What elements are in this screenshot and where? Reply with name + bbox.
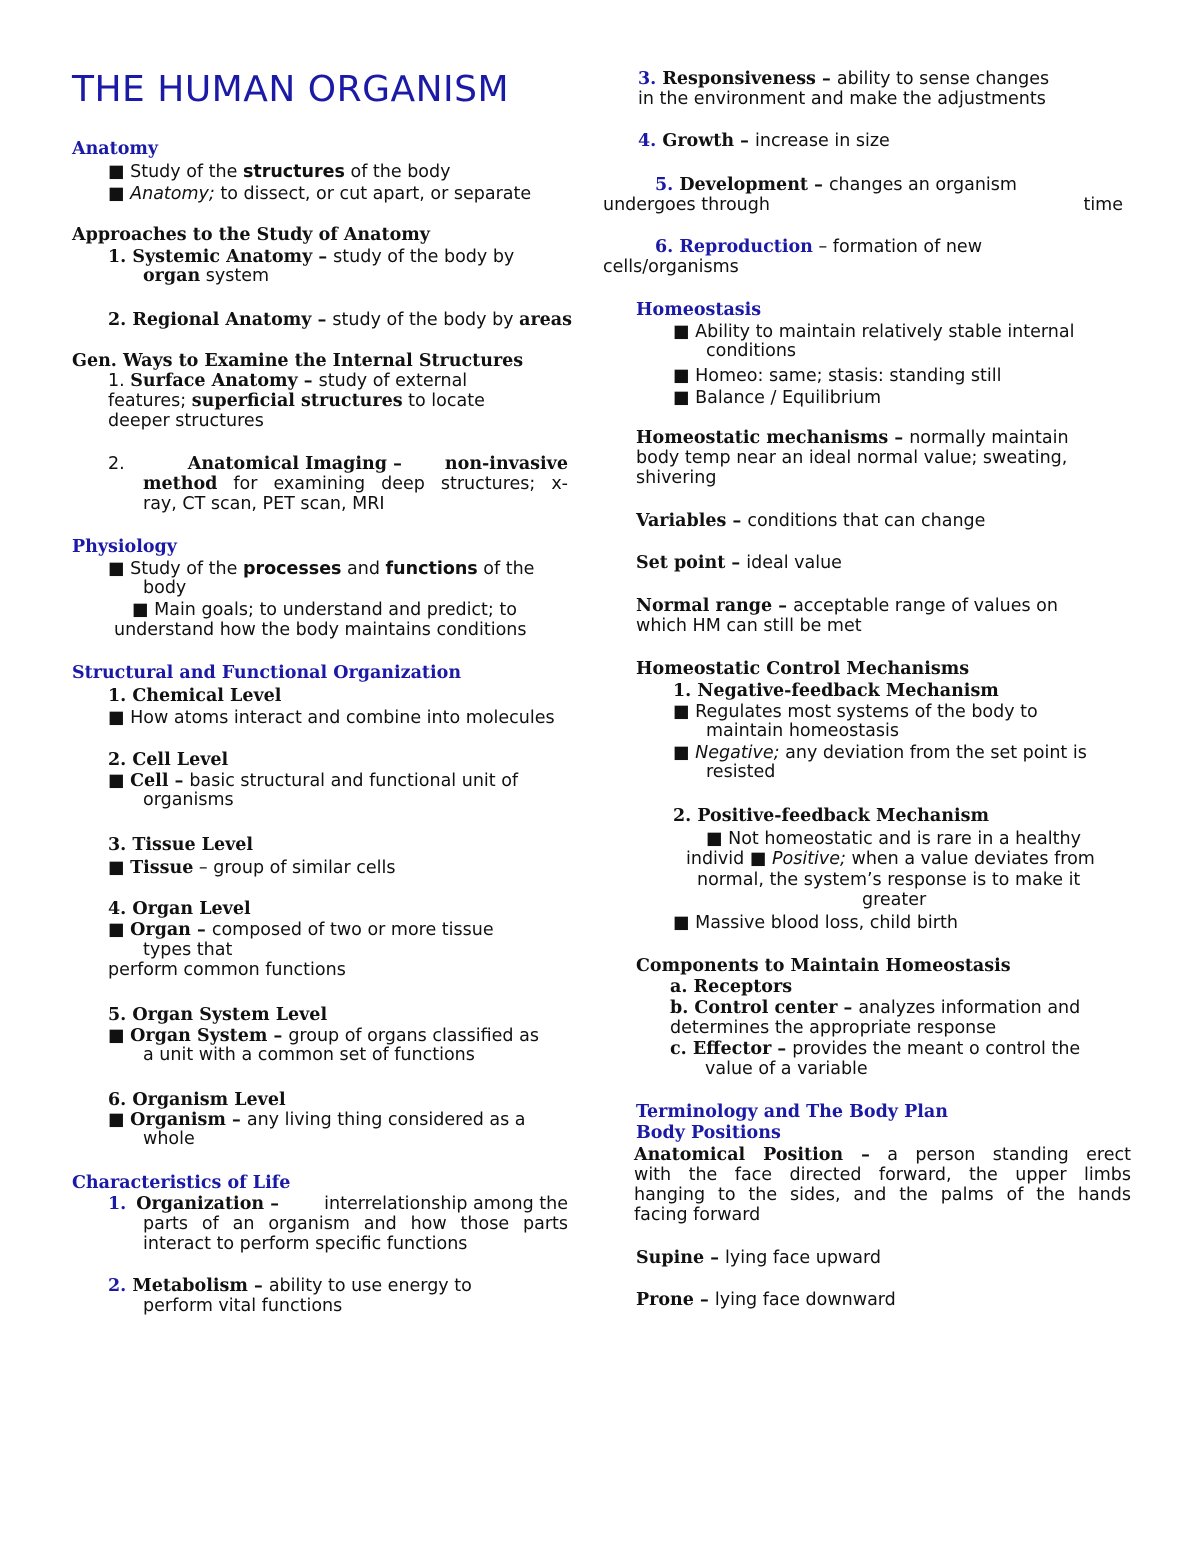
bullet-icon: ■ xyxy=(673,388,690,408)
positive-feedback-bullet-2-cont: normal, the system’s response is to make it xyxy=(697,870,1081,890)
components-heading: Components to Maintain Homeostasis xyxy=(636,956,1011,976)
anatomical-position-item: Anatomical Position – a person standing erect xyxy=(634,1145,1131,1165)
physiology-bullet-1: ■ Study of the processes and functions of the xyxy=(108,559,535,579)
bullet-icon: ■ xyxy=(108,708,125,728)
approaches-heading: Approaches to the Study of Anatomy xyxy=(72,225,430,245)
systemic-anatomy-item: 1. Systemic Anatomy – study of the body by xyxy=(108,247,515,267)
physiology-heading: Physiology xyxy=(72,537,177,557)
normal-range-cont: which HM can still be met xyxy=(636,616,862,636)
bullet-icon: ■ xyxy=(673,743,690,763)
positive-feedback-bullet-2-cont-2: greater xyxy=(862,890,927,910)
growth-item: 4. Growth – increase in size xyxy=(638,131,890,151)
negative-feedback-heading: 1. Negative-feedback Mechanism xyxy=(673,681,999,701)
organism-bullet: ■ Organism – any living thing considered as a xyxy=(108,1110,526,1130)
bullet-icon: ■ xyxy=(108,858,125,878)
anatomical-imaging-line-2: method for examining deep structures; x- xyxy=(143,474,568,494)
regional-anatomy-item: 2. Regional Anatomy – study of the body by areas xyxy=(108,310,572,330)
gen-ways-heading: Gen. Ways to Examine the Internal Structures xyxy=(72,351,524,371)
organization-line-2: parts of an organism and how those parts xyxy=(143,1214,568,1234)
characteristics-heading: Characteristics of Life xyxy=(72,1173,291,1193)
organ-system-level: 5. Organ System Level xyxy=(108,1005,328,1025)
bullet-icon: ■ xyxy=(108,162,125,182)
organ-system-cont: a unit with a common set of functions xyxy=(143,1045,475,1065)
bullet-icon: ■ xyxy=(108,920,125,940)
control-center-cont: determines the appropriate response xyxy=(670,1018,997,1038)
effector-cont: value of a variable xyxy=(705,1059,868,1079)
positive-feedback-bullet-3: ■ Massive blood loss, child birth xyxy=(673,913,958,933)
normal-range-item: Normal range – acceptable range of values on xyxy=(636,596,1058,616)
organ-level-cont: types that xyxy=(143,940,233,960)
metabolism-cont: perform vital functions xyxy=(143,1296,343,1316)
tissue-level: 3. Tissue Level xyxy=(108,835,254,855)
organ-level-cont-2: perform common functions xyxy=(108,960,346,980)
physiology-bullet-2-cont: understand how the body maintains conditions xyxy=(114,620,527,640)
bullet-icon: ■ xyxy=(108,1110,125,1130)
anatomical-position-line-3: hanging to the sides, and the palms of the hands xyxy=(634,1185,1131,1205)
homeostatic-mechanisms: Homeostatic mechanisms – normally maintain xyxy=(636,428,1069,448)
organization-item: 1. Organization – interrelationship among the xyxy=(108,1194,568,1214)
bullet-icon: ■ xyxy=(108,1026,125,1046)
bullet-icon: ■ xyxy=(706,829,723,849)
cell-level-bullet: ■ Cell – basic structural and functional unit of xyxy=(108,771,519,791)
anatomy-bullet-2: ■ Anatomy; to dissect, or cut apart, or separate xyxy=(108,184,532,204)
anatomical-position-line-4: facing forward xyxy=(634,1205,761,1225)
positive-feedback-heading: 2. Positive-feedback Mechanism xyxy=(673,806,989,826)
physiology-bullet-2: ■ Main goals; to understand and predict; to xyxy=(132,600,517,620)
organization-line-3: interact to perform specific functions xyxy=(143,1234,468,1254)
homeostasis-bullet-1-cont: conditions xyxy=(706,341,797,361)
bullet-icon: ■ xyxy=(673,913,690,933)
control-mechanisms-heading: Homeostatic Control Mechanisms xyxy=(636,659,970,679)
chemical-level-bullet: ■ How atoms interact and combine into molecules xyxy=(108,708,555,728)
anatomy-heading: Anatomy xyxy=(72,139,159,159)
effector-item: c. Effector – provides the meant o control the xyxy=(670,1039,1081,1059)
development-item: 5. Development – changes an organism xyxy=(655,175,1017,195)
homeostasis-heading: Homeostasis xyxy=(636,300,762,320)
organ-level-bullet: ■ Organ – composed of two or more tissue xyxy=(108,920,494,940)
reproduction-item: 6. Reproduction – formation of new xyxy=(655,237,983,257)
surface-anatomy-line-3: deeper structures xyxy=(108,411,264,431)
bullet-icon: ■ xyxy=(673,366,690,386)
responsiveness-cont: in the environment and make the adjustments xyxy=(638,89,1046,109)
anatomical-position-line-2: with the face directed forward, the upper limbs xyxy=(634,1165,1131,1185)
homeostatic-mechanisms-line-3: shivering xyxy=(636,468,717,488)
organ-system-bullet: ■ Organ System – group of organs classified as xyxy=(108,1026,539,1046)
bullet-icon: ■ xyxy=(673,702,690,722)
homeostatic-mechanisms-line-2: body temp near an ideal normal value; sweating, xyxy=(636,448,1068,468)
homeostasis-bullet-3: ■ Balance / Equilibrium xyxy=(673,388,882,408)
development-cont: undergoes through time xyxy=(603,195,1123,215)
systemic-anatomy-cont: organ system xyxy=(143,266,270,286)
reproduction-cont: cells/organisms xyxy=(603,257,739,277)
receptors-item: a. Receptors xyxy=(670,977,793,997)
prone-item: Prone – lying face downward xyxy=(636,1290,896,1310)
physiology-bullet-1-cont: body xyxy=(143,578,187,598)
supine-item: Supine – lying face upward xyxy=(636,1248,881,1268)
page-title: THE HUMAN ORGANISM xyxy=(72,69,510,110)
cell-level: 2. Cell Level xyxy=(108,750,229,770)
variables-item: Variables – conditions that can change xyxy=(636,511,986,531)
structural-heading: Structural and Functional Organization xyxy=(72,663,462,683)
positive-feedback-bullet-1: ■ Not homeostatic and is rare in a healthy xyxy=(706,829,1081,849)
bullet-icon: ■ xyxy=(108,559,125,579)
anatomical-imaging-line-3: ray, CT scan, PET scan, MRI xyxy=(143,494,385,514)
negative-feedback-bullet-2: ■ Negative; any deviation from the set point is xyxy=(673,743,1087,763)
tissue-level-bullet: ■ Tissue – group of similar cells xyxy=(108,858,396,878)
positive-feedback-bullet-2: individ ■ Positive; when a value deviates from xyxy=(686,849,1095,869)
cell-level-cont: organisms xyxy=(143,790,234,810)
metabolism-item: 2. Metabolism – ability to use energy to xyxy=(108,1276,472,1296)
surface-anatomy-line-2: features; superficial structures to locate xyxy=(108,391,485,411)
body-positions-heading: Body Positions xyxy=(636,1123,781,1143)
bullet-icon: ■ xyxy=(108,184,125,204)
homeostasis-bullet-2: ■ Homeo: same; stasis: standing still xyxy=(673,366,1002,386)
chemical-level: 1. Chemical Level xyxy=(108,686,282,706)
organism-level: 6. Organism Level xyxy=(108,1090,286,1110)
negative-feedback-bullet-1: ■ Regulates most systems of the body to xyxy=(673,702,1038,722)
bullet-icon: ■ xyxy=(132,600,149,620)
bullet-icon: ■ xyxy=(673,322,690,342)
terminology-heading: Terminology and The Body Plan xyxy=(636,1102,948,1122)
homeostasis-bullet-1: ■ Ability to maintain relatively stable internal xyxy=(673,322,1075,342)
negative-feedback-bullet-2-cont: resisted xyxy=(706,762,776,782)
bullet-icon: ■ xyxy=(108,771,125,791)
responsiveness-item: 3. Responsiveness – ability to sense changes xyxy=(638,69,1050,89)
organism-cont: whole xyxy=(143,1129,195,1149)
control-center-item: b. Control center – analyzes information and xyxy=(670,998,1081,1018)
set-point-item: Set point – ideal value xyxy=(636,553,842,573)
anatomy-bullet-1: ■ Study of the structures of the body xyxy=(108,162,451,182)
organ-level: 4. Organ Level xyxy=(108,899,251,919)
negative-feedback-bullet-1-cont: maintain homeostasis xyxy=(706,721,899,741)
surface-anatomy-item: 1. Surface Anatomy – study of external xyxy=(108,371,468,391)
bullet-icon: ■ xyxy=(749,849,767,869)
anatomical-imaging-item: 2. Anatomical Imaging – non-invasive xyxy=(108,454,568,474)
